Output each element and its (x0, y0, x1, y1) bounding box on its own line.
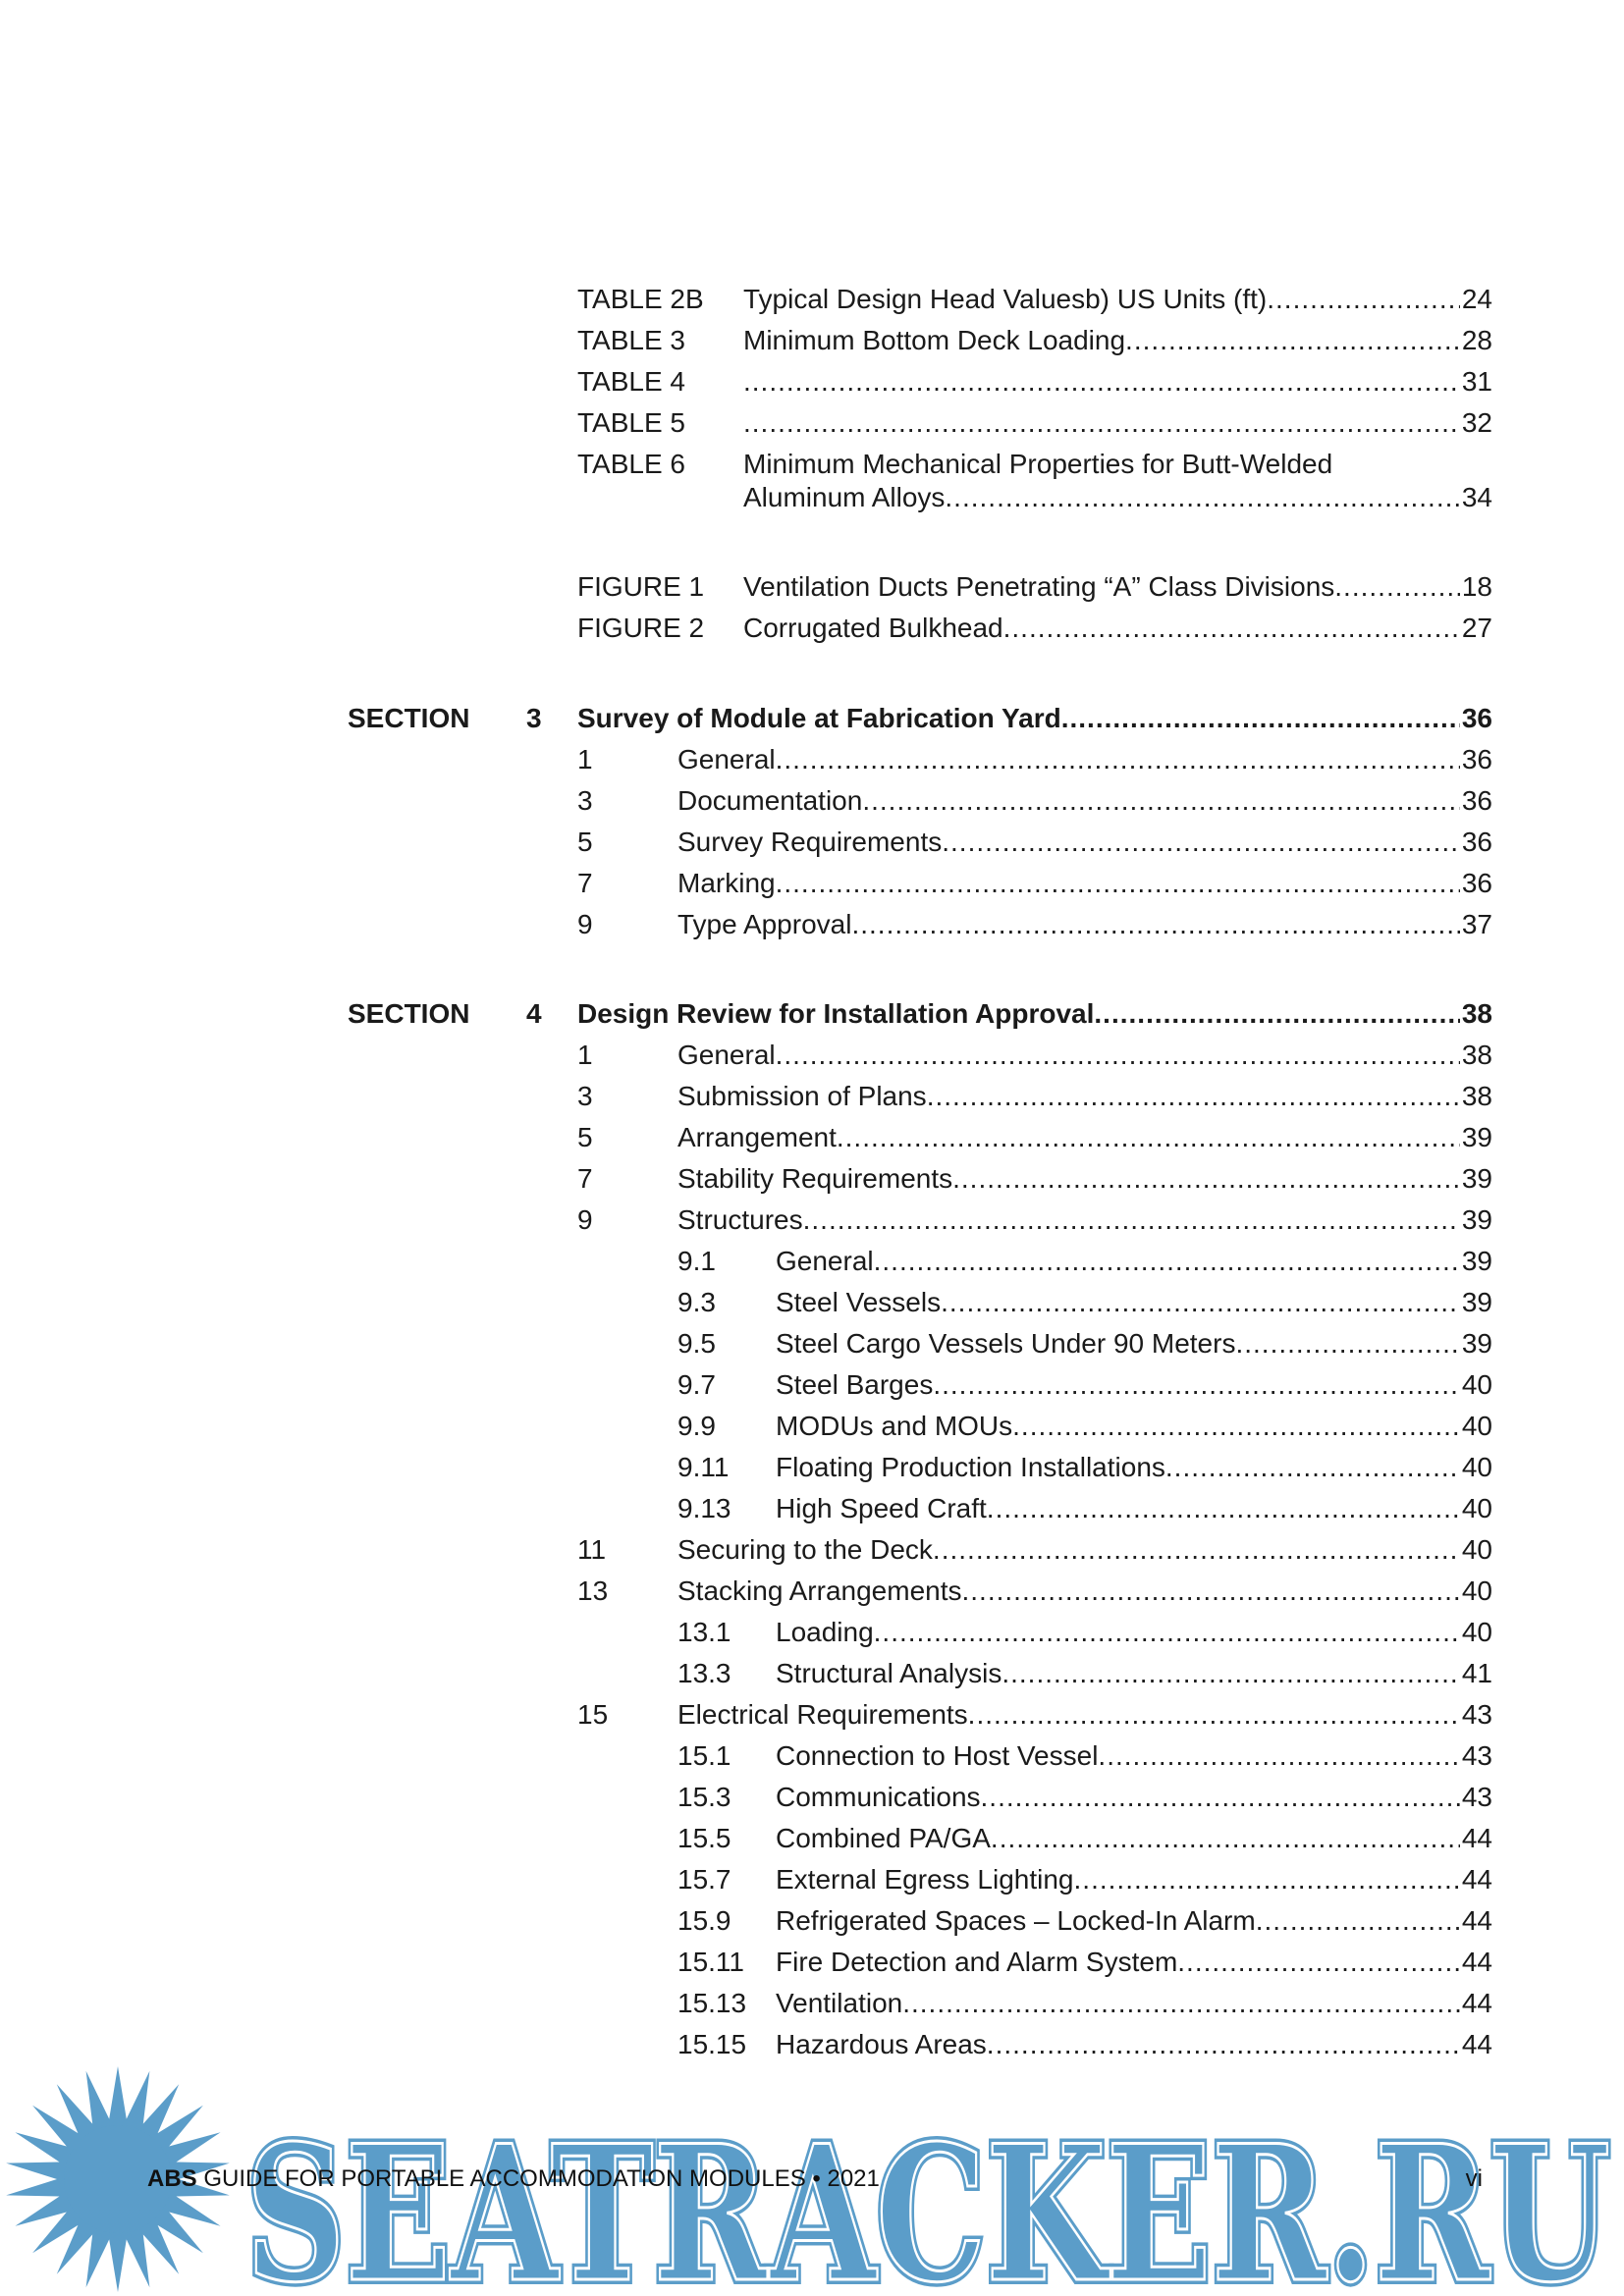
toc-item-number: 15.13 (677, 1988, 747, 2018)
toc-item[interactable] (0, 1407, 1624, 1446)
toc-item-number: 9.11 (677, 1452, 730, 1482)
toc-label: FIGURE 1 (577, 571, 705, 602)
toc-page: 40 (1461, 1452, 1492, 1482)
toc-title: Corrugated Bulkhead (743, 613, 1003, 643)
toc-item-number: 13.1 (677, 1617, 731, 1647)
toc-item[interactable] (0, 1489, 1624, 1528)
toc-item[interactable] (0, 781, 1624, 821)
toc-page: 40 (1461, 1575, 1492, 1606)
toc-title: Submission of Plans (677, 1081, 927, 1111)
section-label: SECTION (348, 703, 470, 733)
toc-item-number: 5 (577, 827, 593, 857)
toc-item-number: 15.1 (677, 1740, 731, 1771)
toc-item[interactable] (0, 1901, 1624, 1941)
toc-page: 44 (1461, 1905, 1492, 1936)
toc-page: 37 (1461, 909, 1492, 939)
toc-title: Minimum Bottom Deck Loading (743, 325, 1126, 355)
toc-item-number: 3 (577, 1081, 593, 1111)
toc-item[interactable] (0, 1695, 1624, 1735)
toc-item-number: 15.15 (677, 2029, 747, 2059)
toc-page: 38 (1461, 1040, 1492, 1070)
section-label: SECTION (348, 998, 470, 1029)
toc-item[interactable] (0, 1159, 1624, 1199)
toc-page: 32 (1461, 407, 1492, 438)
toc-item-number: 11 (577, 1534, 607, 1565)
toc-item-number: 15.3 (677, 1782, 731, 1812)
toc-item-number: 15 (577, 1699, 609, 1730)
toc-title: Documentation (677, 785, 863, 816)
toc-item-number: 9.3 (677, 1287, 716, 1317)
toc-table-6[interactable] (0, 445, 1624, 527)
toc-label: TABLE 5 (577, 407, 685, 438)
page-footer (147, 2160, 1483, 2199)
toc-title: Steel Cargo Vessels Under 90 Meters (776, 1328, 1236, 1359)
footer-text: GUIDE FOR PORTABLE ACCOMMODATION MODULES • 2021 (196, 2165, 880, 2192)
toc-page: 38 (1461, 1081, 1492, 1111)
toc-item[interactable] (0, 1448, 1624, 1487)
toc-label: TABLE 4 (577, 366, 685, 397)
toc-page: 40 (1461, 1493, 1492, 1523)
toc-item[interactable] (0, 1860, 1624, 1899)
toc-page: 39 (1461, 1287, 1492, 1317)
toc-figure-2[interactable] (0, 609, 1624, 648)
toc-item-number: 9 (577, 909, 593, 939)
toc-table-5[interactable] (0, 403, 1624, 443)
toc-item-number: 9.7 (677, 1369, 716, 1400)
toc-title: Ventilation Ducts Penetrating “A” Class Divisions (743, 571, 1335, 602)
section-number: 4 (526, 998, 542, 1029)
toc-title: Loading (776, 1617, 874, 1647)
toc-page: 36 (1461, 827, 1492, 857)
toc-title: Hazardous Areas (776, 2029, 987, 2059)
toc-item-number: 7 (577, 868, 593, 898)
toc-item-number: 13 (577, 1575, 609, 1606)
toc-page: 39 (1461, 1328, 1492, 1359)
toc-title: Combined PA/GA (776, 1823, 991, 1853)
toc-page: 39 (1461, 1204, 1492, 1235)
toc-item-number: 1 (577, 1040, 593, 1070)
toc-page: 39 (1461, 1163, 1492, 1194)
toc-title: Structures (677, 1204, 803, 1235)
toc-label: TABLE 3 (577, 325, 685, 355)
toc-page: 40 (1461, 1617, 1492, 1647)
toc-page: 44 (1461, 1823, 1492, 1853)
toc-item[interactable] (0, 1283, 1624, 1322)
toc-label: FIGURE 2 (577, 613, 705, 643)
toc-item-number: 9.1 (677, 1246, 716, 1276)
toc-title: MODUs and MOUs (776, 1411, 1013, 1441)
toc-item[interactable] (0, 1572, 1624, 1611)
section-title: Design Review for Installation Approval (577, 998, 1095, 1029)
toc-item[interactable] (0, 864, 1624, 903)
toc-item-number: 15.5 (677, 1823, 731, 1853)
toc-item-number: 15.11 (677, 1947, 744, 1977)
toc-title: General (677, 744, 776, 774)
toc-item[interactable] (0, 1943, 1624, 1982)
toc-title: Type Approval (677, 909, 852, 939)
toc-item-number: 1 (577, 744, 593, 774)
toc-title: Connection to Host Vessel (776, 1740, 1099, 1771)
toc-item[interactable] (0, 1736, 1624, 1776)
toc-page: 36 (1461, 868, 1492, 898)
toc-item-number: 15.9 (677, 1905, 731, 1936)
toc-page: 40 (1461, 1369, 1492, 1400)
toc-item[interactable] (0, 823, 1624, 862)
toc-item[interactable] (0, 1819, 1624, 1858)
toc-title: High Speed Craft (776, 1493, 987, 1523)
toc-page: 18 (1461, 571, 1492, 602)
toc-title: Steel Vessels (776, 1287, 942, 1317)
toc-page: 40 (1461, 1411, 1492, 1441)
toc-label: TABLE 6 (577, 449, 685, 479)
toc-table-3[interactable] (0, 321, 1624, 360)
toc-title: Refrigerated Spaces – Locked-In Alarm (776, 1905, 1256, 1936)
toc-item[interactable] (0, 1077, 1624, 1116)
toc-page: 31 (1461, 366, 1492, 397)
toc-item[interactable] (0, 1036, 1624, 1075)
toc-item[interactable] (0, 1242, 1624, 1281)
toc-title: Structural Analysis (776, 1658, 1002, 1688)
toc-title: External Egress Lighting (776, 1864, 1074, 1895)
toc-item-number: 5 (577, 1122, 593, 1152)
toc-section-4[interactable] (0, 994, 1624, 1034)
toc-page: 44 (1461, 1947, 1492, 1977)
toc-page: 44 (1461, 2029, 1492, 2059)
toc-item-number: 9 (577, 1204, 593, 1235)
toc-page: 34 (1461, 482, 1492, 512)
toc-title: Stacking Arrangements (677, 1575, 962, 1606)
page-number: vi (1465, 2165, 1483, 2192)
toc-item-number: 9.13 (677, 1493, 731, 1523)
toc-item[interactable] (0, 905, 1624, 944)
section-title: Survey of Module at Fabrication Yard (577, 703, 1061, 733)
toc-title: Steel Barges (776, 1369, 934, 1400)
toc-figure-1[interactable] (0, 567, 1624, 607)
toc-title-line1: Minimum Mechanical Properties for Butt-Welded (743, 449, 1333, 479)
toc-page: 39 (1461, 1246, 1492, 1276)
toc-page: 44 (1461, 1988, 1492, 2018)
section-number: 3 (526, 703, 542, 733)
toc-item[interactable] (0, 2025, 1624, 2064)
toc-title: Arrangement (677, 1122, 837, 1152)
toc-title: Communications (776, 1782, 981, 1812)
toc-title: Fire Detection and Alarm System (776, 1947, 1178, 1977)
toc-item-number: 13.3 (677, 1658, 731, 1688)
toc-title: Securing to the Deck (677, 1534, 933, 1565)
toc-title: Floating Production Installations (776, 1452, 1165, 1482)
toc-item[interactable] (0, 1118, 1624, 1157)
toc-title: Typical Design Head Valuesb) US Units (ft) (743, 284, 1268, 314)
toc-item[interactable] (0, 740, 1624, 779)
toc-item[interactable] (0, 1984, 1624, 2023)
toc-item[interactable] (0, 1201, 1624, 1240)
toc-page: 40 (1461, 1534, 1492, 1565)
toc-page: 36 (1461, 785, 1492, 816)
toc-item-number: 15.7 (677, 1864, 731, 1895)
toc-page: 27 (1461, 613, 1492, 643)
toc-item-number: 7 (577, 1163, 593, 1194)
toc-item[interactable] (0, 1530, 1624, 1570)
toc-page: 41 (1461, 1658, 1492, 1688)
toc-item[interactable] (0, 1654, 1624, 1693)
toc-page: 36 (1461, 703, 1492, 733)
toc-title: Stability Requirements (677, 1163, 953, 1194)
toc-item[interactable] (0, 1324, 1624, 1363)
watermark-text-fill: SEATRACKER.RU (245, 2105, 1610, 2296)
toc-section-3[interactable] (0, 699, 1624, 738)
toc-item-number: 9.9 (677, 1411, 716, 1441)
toc-label: TABLE 2B (577, 284, 704, 314)
toc-page: 36 (1461, 744, 1492, 774)
toc-title: Electrical Requirements (677, 1699, 968, 1730)
watermark-text: SEATRACKER.RU (245, 2105, 1610, 2296)
toc-item[interactable] (0, 1365, 1624, 1405)
toc-page: 39 (1461, 1122, 1492, 1152)
toc-page: 28 (1461, 325, 1492, 355)
toc-title: Marking (677, 868, 776, 898)
toc-page: 44 (1461, 1864, 1492, 1895)
footer-brand: ABS (147, 2165, 197, 2192)
toc-item[interactable] (0, 1778, 1624, 1817)
toc-item[interactable] (0, 1613, 1624, 1652)
toc-item-number: 3 (577, 785, 593, 816)
toc-title: Aluminum Alloys (743, 482, 946, 512)
toc-table-4[interactable] (0, 362, 1624, 401)
toc-page: 24 (1461, 284, 1492, 314)
toc-title: Survey Requirements (677, 827, 943, 857)
toc-page: 43 (1461, 1699, 1492, 1730)
toc-item-number: 9.5 (677, 1328, 716, 1359)
toc-title: General (677, 1040, 776, 1070)
toc-title: Ventilation (776, 1988, 903, 2018)
toc-title: General (776, 1246, 874, 1276)
toc-page: 43 (1461, 1782, 1492, 1812)
toc-table-2b[interactable] (0, 280, 1624, 319)
toc-page: 43 (1461, 1740, 1492, 1771)
toc-page: 38 (1461, 998, 1492, 1029)
